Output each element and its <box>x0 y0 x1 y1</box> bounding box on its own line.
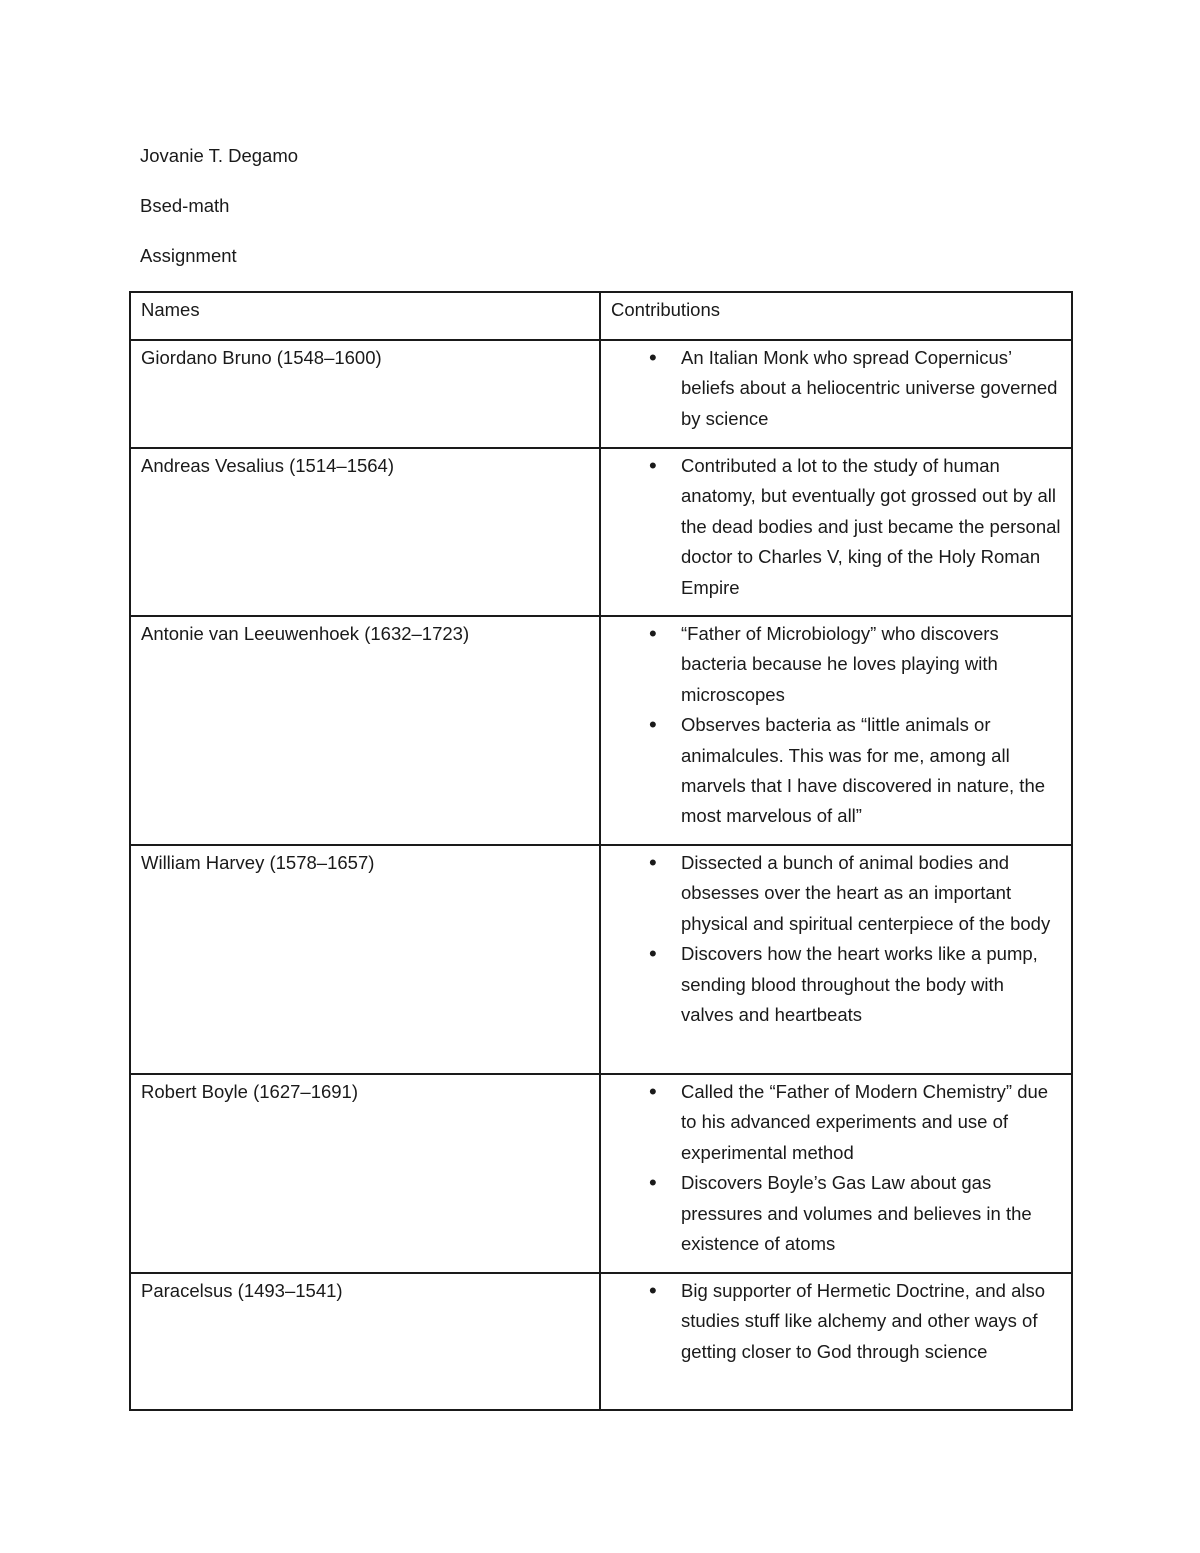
contribution-list <box>611 1276 1061 1367</box>
contribution-item: • “Father of Microbiology” who discovers bacteria because he loves playing with microscopes <box>681 619 1061 710</box>
contribution-item: • Discovers how the heart works like a pump, sending blood throughout the body with valves and heartbeats <box>681 939 1061 1030</box>
contribution-item: • An Italian Monk who spread Copernicus’ beliefs about a heliocentric universe governed by science <box>681 343 1061 434</box>
contributions-cell <box>600 1273 1072 1410</box>
contributions-cell <box>600 448 1072 616</box>
contribution-item: • Called the “Father of Modern Chemistry” due to his advanced experiments and use of experimental method <box>681 1077 1061 1168</box>
column-header-names: Names <box>130 292 600 340</box>
scientist-name: Antonie van Leeuwenhoek (1632–1723) <box>130 616 600 845</box>
scientist-name: Paracelsus (1493–1541) <box>130 1273 600 1410</box>
column-header-contributions: Contributions <box>600 292 1072 340</box>
contribution-item: • Big supporter of Hermetic Doctrine, and also studies stuff like alchemy and other ways of getting closer to God through science <box>681 1276 1061 1367</box>
student-name: Jovanie T. Degamo <box>140 145 299 166</box>
document-title: Assignment <box>140 245 237 266</box>
contribution-item: • Observes bacteria as “little animals or animalcules. This was for me, among all marvels that I have discovered in nature, the most marvelous of all” <box>681 710 1061 832</box>
contribution-item: • Contributed a lot to the study of human anatomy, but eventually got grossed out by all the dead bodies and just became the personal doctor to Charles V, king of the Holy Roman Empire <box>681 451 1061 603</box>
contributions-cell <box>600 845 1072 1074</box>
contributions-cell <box>600 616 1072 845</box>
table-row <box>130 1074 1072 1273</box>
scientist-name: Andreas Vesalius (1514–1564) <box>130 448 600 616</box>
contributions-cell <box>600 340 1072 448</box>
scientist-name: Robert Boyle (1627–1691) <box>130 1074 600 1273</box>
contribution-list <box>611 1077 1061 1259</box>
course-label: Bsed-math <box>140 195 230 216</box>
contribution-item: • Discovers Boyle’s Gas Law about gas pressures and volumes and believes in the existence of atoms <box>681 1168 1061 1259</box>
contributions-cell <box>600 1074 1072 1273</box>
contribution-list <box>611 848 1061 1030</box>
table-row <box>130 340 1072 448</box>
contribution-list <box>611 451 1061 603</box>
contribution-list <box>611 343 1061 434</box>
contribution-list <box>611 619 1061 832</box>
contributions-table <box>129 291 1073 1411</box>
table-row <box>130 1273 1072 1410</box>
contribution-item: • Dissected a bunch of animal bodies and obsesses over the heart as an important physical and spiritual centerpiece of the body <box>681 848 1061 939</box>
scientist-name: William Harvey (1578–1657) <box>130 845 600 1074</box>
table-row <box>130 845 1072 1074</box>
table-row <box>130 448 1072 616</box>
scientist-name: Giordano Bruno (1548–1600) <box>130 340 600 448</box>
table-header-row <box>130 292 1072 340</box>
table-row <box>130 616 1072 845</box>
